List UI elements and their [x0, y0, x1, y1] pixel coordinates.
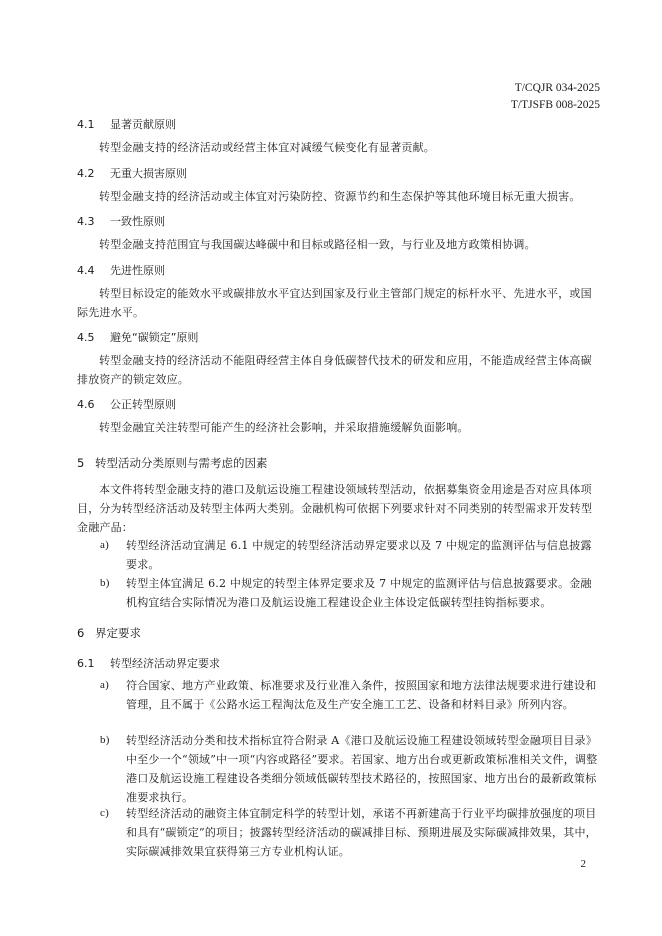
list-item	[100, 804, 598, 861]
list-item-text: 符合国家、地方产业政策、标准要求及行业准入条件，按照国家和地方法律法规要求进行建设和管理，且不属于《公路水运工程淘汰危及生产安全施工工艺、设备和材料目录》所列内容。	[126, 679, 597, 711]
list-marker: c)	[100, 807, 109, 819]
section-title: 界定要求	[95, 626, 141, 640]
list-marker: b)	[100, 577, 110, 589]
section-heading-4-6	[77, 398, 176, 412]
section-text-4-2: 转型金融支持的经济活动或主体宜对污染防控、资源节约和生态保护等其他环境目标无重大损害。	[99, 190, 581, 203]
section-number: 4.4	[77, 264, 95, 277]
section-title: 一致性原则	[110, 215, 165, 228]
section-number: 6.1	[77, 657, 95, 670]
list-marker: a)	[100, 539, 109, 551]
page-number: 2	[580, 858, 586, 870]
section-heading-4-4	[77, 264, 165, 278]
section-title: 转型经济活动界定要求	[110, 657, 220, 670]
section-heading-4-1	[77, 118, 176, 132]
section-heading-4-3	[77, 215, 165, 229]
section-text-4-1: 转型金融支持的经济活动或经营主体宜对减缓气候变化有显著贡献。	[99, 141, 435, 154]
section-text-4-4: 转型目标设定的能效水平或碳排放水平宜达到国家及行业主管部门规定的标杆水平、先进水平，或国际先进水平。	[77, 287, 592, 319]
list-marker: b)	[100, 734, 110, 746]
section-heading-4-5	[77, 331, 198, 345]
section-text-4-6: 转型金融宜关注转型可能产生的经济社会影响，并采取措施缓解负面影响。	[99, 421, 469, 434]
section-title: 转型活动分类原则与需考虑的因素	[95, 456, 268, 470]
standard-code-2: T/TJSFB 008-2025	[510, 99, 600, 111]
section-text-4-5: 转型金融支持的经济活动不能阻碍经营主体自身低碳替代技术的研发和应用，不能造成经营主体高碳排放资产的锁定效应。	[77, 354, 592, 386]
list-item	[100, 731, 598, 807]
list-item	[100, 536, 598, 574]
section-number: 6	[77, 626, 85, 640]
list-marker: a)	[100, 679, 109, 691]
section-number: 4.6	[77, 398, 95, 411]
section-number: 4.1	[77, 118, 95, 131]
section-title: 先进性原则	[110, 264, 165, 277]
section-heading-6	[77, 626, 141, 640]
section-text-4-3: 转型金融支持范围宜与我国碳达峰碳中和目标或路径相一致，与行业及地方政策相协调。	[99, 238, 536, 251]
list-item-text: 转型经济活动的融资主体宜制定科学的转型计划，承诺不再新建高于行业平均碳排放强度的项目和具有“碳锁定”的项目；披露转型经济活动的碳减排目标、预期进展及实际碳减排效果，其中，实际碳减排效果宜获得第三方专业机构认证。	[126, 807, 597, 858]
section-heading-5	[77, 456, 268, 470]
section-title: 避免“碳锁定”原则	[110, 331, 199, 344]
section-number: 4.2	[77, 167, 95, 180]
list-item-text: 转型主体宜满足 6.2 中规定的转型主体界定要求及 7 中规定的监测评估与信息披露要求。金融机构宜结合实际情况为港口及航运设施工程建设企业主体设定低碳转型挂钩指标要求。	[126, 577, 592, 609]
section-number: 5	[77, 456, 85, 470]
standard-code-1: T/CQJR 034-2025	[514, 82, 600, 94]
list-item-text: 转型经济活动分类和技术指标宜符合附录 A《港口及航运设施工程建设领域转型金融项目目录》中至少一个“领域”中一项“内容或路径”要求。若国家、地方出台或更新政策标准相关文件，调整港口及航运设施工程建设各类细分领域低碳转型技术路径的，按照国家、地方出台的最新政策标准要求执行。	[126, 734, 598, 804]
section-number: 4.3	[77, 215, 95, 228]
section-title: 公正转型原则	[110, 398, 176, 411]
section-title: 显著贡献原则	[110, 118, 176, 131]
list-item	[100, 676, 598, 714]
section-title: 无重大损害原则	[110, 167, 187, 180]
section-heading-4-2	[77, 167, 187, 181]
section-number: 4.5	[77, 331, 95, 344]
list-item-text: 转型经济活动宜满足 6.1 中规定的转型经济活动界定要求以及 7 中规定的监测评估与信息披露要求。	[126, 539, 592, 571]
section-heading-6-1	[77, 657, 220, 671]
section-text-5: 本文件将转型金融支持的港口及航运设施工程建设领域转型活动，依据募集资金用途是否对应具体项目，分为转型经济活动及转型主体两大类别。金融机构可依据下列要求针对不同类别的转型需求开发转型金融产品：	[77, 483, 593, 534]
list-item	[100, 574, 598, 612]
